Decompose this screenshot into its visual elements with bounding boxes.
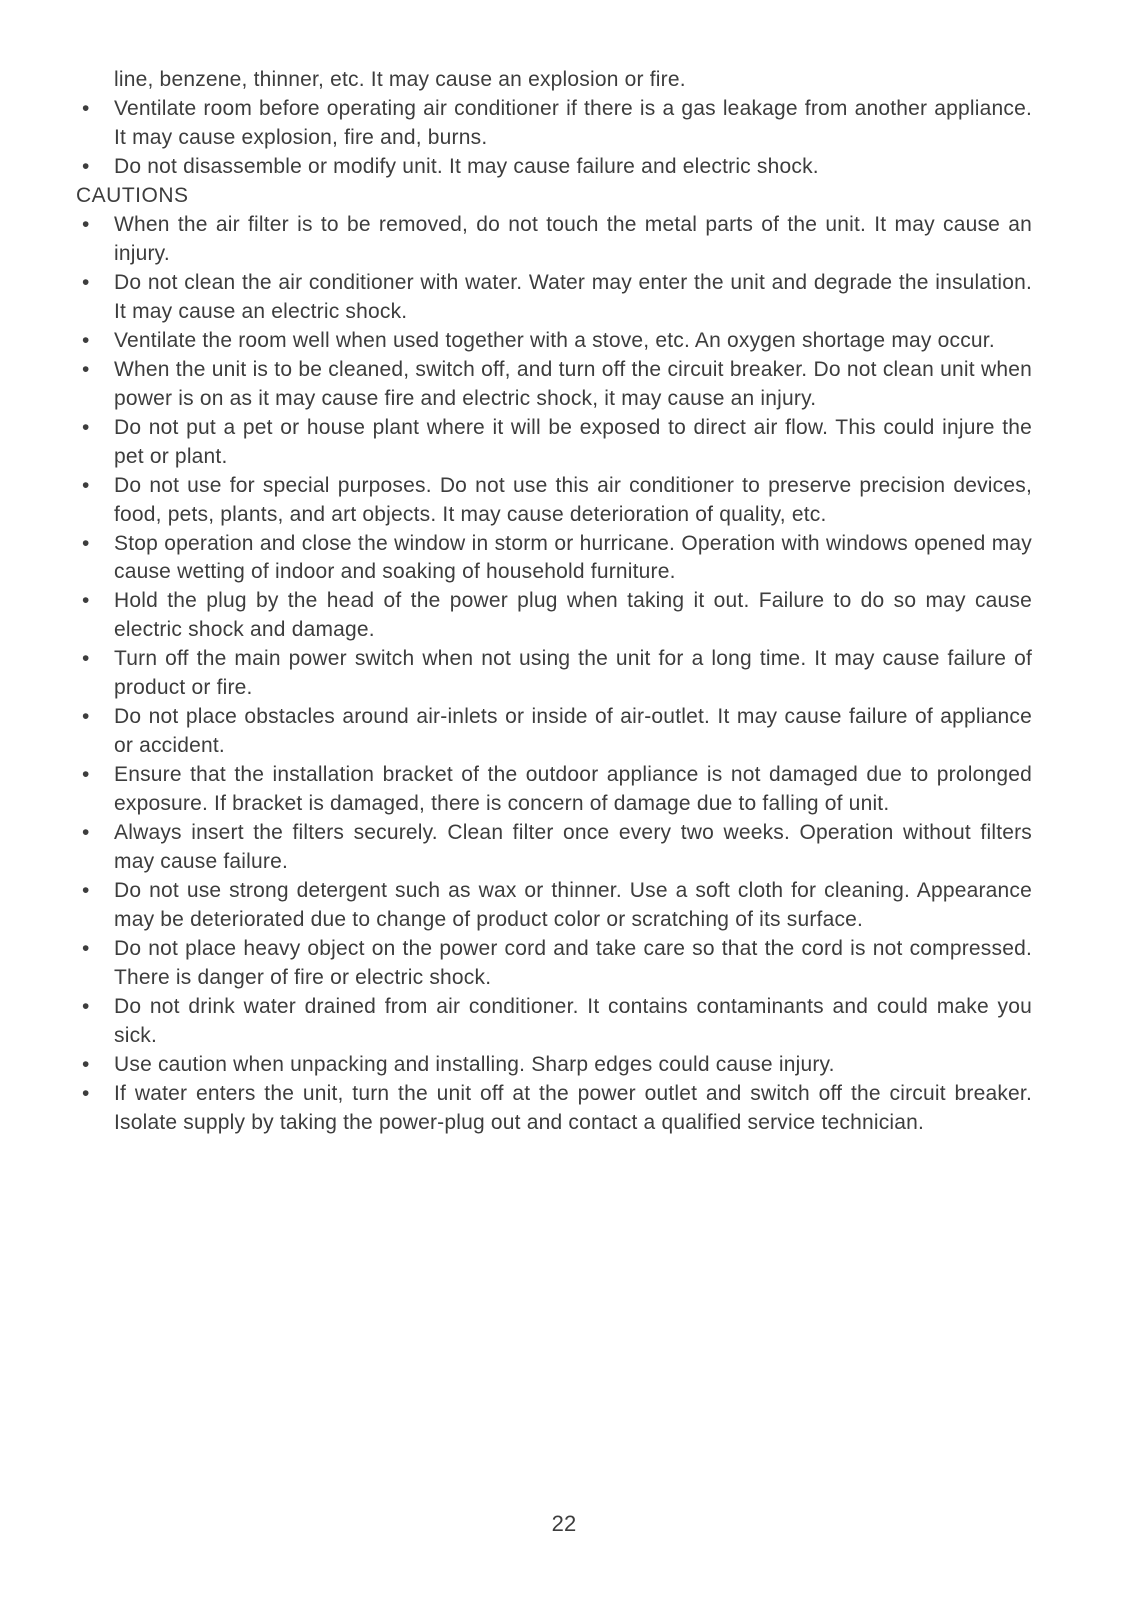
page-number: 22	[551, 1510, 577, 1536]
bullet-item: • Stop operation and close the window in storm or hurricane. Operation with windows opened may cause wetting of indoor and soaking of household furniture.	[114, 530, 1032, 588]
bullet-item: • Hold the plug by the head of the power plug when taking it out. Failure to do so may cause electric shock and damage.	[114, 587, 1032, 645]
bullet-item: • Do not place obstacles around air-inlets or inside of air-outlet. It may cause failure of appliance or accident.	[114, 703, 1032, 761]
bullet-item: • Do not put a pet or house plant where it will be exposed to direct air flow. This could injure the pet or plant.	[114, 414, 1032, 472]
cautions-heading: CAUTIONS	[76, 183, 189, 207]
bullet-item: • Ventilate room before operating air conditioner if there is a gas leakage from another appliance. It may cause explosion, fire and, burns.	[114, 95, 1032, 153]
bullet-item: • Do not drink water drained from air conditioner. It contains contaminants and could make you sick.	[114, 993, 1032, 1051]
bullet-item: • Do not disassemble or modify unit. It may cause failure and electric shock.	[114, 153, 1032, 182]
bullet-item: • If water enters the unit, turn the unit off at the power outlet and switch off the circuit breaker. Isolate supply by taking the power-plug out and contact a qualified service technician.	[114, 1080, 1032, 1138]
cautions-list	[76, 211, 1032, 1138]
bullet-item: • When the unit is to be cleaned, switch off, and turn off the circuit breaker. Do not clean unit when power is on as it may cause fire and electric shock, it may cause an injury.	[114, 356, 1032, 414]
bullet-item: • Ensure that the installation bracket of the outdoor appliance is not damaged due to prolonged exposure. If bracket is damaged, there is concern of damage due to falling of unit.	[114, 761, 1032, 819]
continuation-line: line, benzene, thinner, etc. It may cause an explosion or fire.	[114, 68, 686, 91]
bullet-item: • Use caution when unpacking and installing. Sharp edges could cause injury.	[114, 1051, 1032, 1080]
bullet-item: • Ventilate the room well when used together with a stove, etc. An oxygen shortage may occur.	[114, 327, 1032, 356]
bullet-item: • When the air filter is to be removed, do not touch the metal parts of the unit. It may cause an injury.	[114, 211, 1032, 269]
bullet-item: • Do not clean the air conditioner with water. Water may enter the unit and degrade the insulation. It may cause an electric shock.	[114, 269, 1032, 327]
bullet-item: • Do not use strong detergent such as wax or thinner. Use a soft cloth for cleaning. Appearance may be deteriorated due to change of product color or scratching of its surface.	[114, 877, 1032, 935]
bullet-item: • Do not place heavy object on the power cord and take care so that the cord is not compressed. There is danger of fire or electric shock.	[114, 935, 1032, 993]
bullet-item: • Do not use for special purposes. Do not use this air conditioner to preserve precision devices, food, pets, plants, and art objects. It may cause deterioration of quality, etc.	[114, 472, 1032, 530]
bullet-item: • Turn off the main power switch when not using the unit for a long time. It may cause failure of product or fire.	[114, 645, 1032, 703]
page-content	[76, 66, 1032, 1138]
warning-list	[76, 95, 1032, 182]
bullet-item: • Always insert the filters securely. Clean filter once every two weeks. Operation without filters may cause failure.	[114, 819, 1032, 877]
